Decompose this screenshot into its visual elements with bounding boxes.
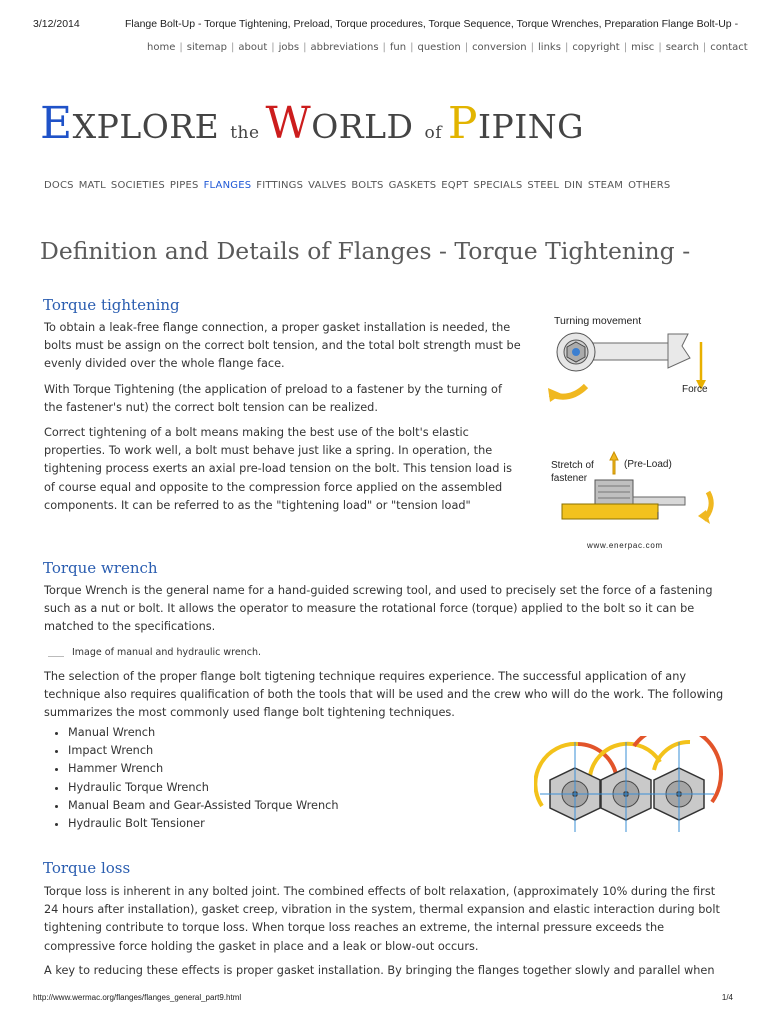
label-stretch: Stretch of	[551, 460, 594, 471]
top-nav-about[interactable]: about	[238, 42, 268, 53]
logo-cap-p: P	[447, 98, 479, 149]
top-navigation	[147, 42, 748, 53]
nav-separator: |	[623, 42, 628, 53]
category-bolts[interactable]: BOLTS	[351, 180, 384, 191]
top-nav-jobs[interactable]: jobs	[278, 42, 300, 53]
top-nav-search[interactable]: search	[665, 42, 699, 53]
heading-torque-wrench: Torque wrench	[43, 559, 158, 577]
label-preload: (Pre-Load)	[624, 459, 672, 470]
heading-torque-loss: Torque loss	[43, 859, 131, 877]
print-date: 3/12/2014	[33, 18, 80, 30]
figure-credit: www.enerpac.com	[587, 541, 663, 550]
category-gaskets[interactable]: GASKETS	[388, 180, 437, 191]
preload-arrow-icon	[610, 452, 618, 474]
category-steam[interactable]: STEAM	[587, 180, 624, 191]
nav-separator: |	[530, 42, 535, 53]
category-others[interactable]: OTHERS	[628, 180, 671, 191]
nav-separator: |	[271, 42, 275, 53]
label-fastener: fastener	[551, 473, 588, 484]
site-logo[interactable]	[40, 98, 584, 149]
nav-separator: |	[231, 42, 235, 53]
category-valves[interactable]: VALVES	[308, 180, 347, 191]
top-nav-conversion[interactable]: conversion	[472, 42, 527, 53]
logo-word-the: the	[230, 123, 266, 143]
paragraph-wrench-2: The selection of the proper flange bolt tigtening technique requires experience. The successful application of any technique also requires qualification of both the tools that will be used and the crew who will do the work. The following summarizes the most commonly used flange bolt tightening techniques.	[44, 670, 724, 720]
torque-tightening-figure	[540, 310, 720, 554]
nav-separator: |	[179, 42, 183, 53]
category-flanges[interactable]: FLANGES	[203, 180, 252, 191]
category-matl[interactable]: MATL	[78, 180, 106, 191]
broken-image-icon	[48, 656, 64, 657]
list-item: • Manual Wrench	[68, 724, 339, 742]
paragraph-loss-2: A key to reducing these effects is proper gasket installation. By bringing the flanges together slowly and parallel when	[44, 964, 715, 977]
top-nav-home[interactable]: home	[147, 42, 176, 53]
logo-word-piping: IPING	[478, 107, 585, 146]
category-pipes[interactable]: PIPES	[169, 180, 199, 191]
paragraph-wrench-1: Torque Wrench is the general name for a hand-guided screwing tool, and used to precisely set the force of a fastening such as a nut or bolt. It allows the operator to measure the rotational force (torque) applied to the bolt so it can be matched to the specifications.	[44, 584, 713, 634]
nav-separator: |	[702, 42, 707, 53]
nav-separator: |	[410, 42, 414, 53]
category-din[interactable]: DIN	[564, 180, 583, 191]
list-item: • Impact Wrench	[68, 742, 339, 760]
heading-torque-tightening: Torque tightening	[43, 296, 180, 314]
paragraph-loss-1: Torque loss is inherent in any bolted joint. The combined effects of bolt relaxation, (approximately 10% during the first 24 hours after installation), gasket creep, vibration in the system, thermal expansion and elastic interaction during bolt tightening contribute to torque loss. When torque loss reaches an extreme, the internal pressure exceeds the compressive force holding the gasket in place and a leak or blow-out occurs.	[44, 885, 720, 953]
logo-word-world: ORLD	[311, 107, 425, 146]
top-nav-misc[interactable]: misc	[631, 42, 655, 53]
logo-word-explore: XPLORE	[72, 107, 231, 146]
logo-cap-e: E	[40, 98, 73, 149]
category-navigation	[44, 180, 675, 191]
logo-cap-w: W	[265, 98, 312, 149]
image-caption-wrench: Image of manual and hydraulic wrench.	[72, 647, 261, 658]
category-docs[interactable]: DOCS	[44, 180, 74, 191]
logo-word-of: of	[424, 123, 448, 143]
wrench-icon	[557, 333, 690, 371]
category-fittings[interactable]: FITTINGS	[256, 180, 304, 191]
label-force: Force	[682, 384, 708, 395]
category-steel[interactable]: STEEL	[527, 180, 560, 191]
page-number: 1/4	[721, 993, 733, 1002]
nav-separator: |	[464, 42, 469, 53]
nut-sequence-figure	[534, 736, 724, 836]
top-nav-question[interactable]: question	[417, 42, 461, 53]
techniques-list	[48, 724, 339, 833]
top-nav-sitemap[interactable]: sitemap	[186, 42, 228, 53]
top-nav-fun[interactable]: fun	[389, 42, 407, 53]
label-turning-movement: Turning movement	[554, 315, 642, 327]
top-nav-abbreviations[interactable]: abbreviations	[310, 42, 379, 53]
paragraph-tightening-2: With Torque Tightening (the application of preload to a fastener by the turning of the fastener's nut) the correct bolt tension can be realized.	[44, 383, 502, 415]
category-specials[interactable]: SPECIALS	[473, 180, 523, 191]
paragraph-tightening-1: To obtain a leak-free flange connection, a proper gasket installation is needed, the bolts must be assign on the correct bolt tension, and the total bolt strength must be evenly divided over the whole flange face.	[44, 321, 521, 371]
list-item: • Hammer Wrench	[68, 760, 339, 778]
nav-separator: |	[658, 42, 662, 53]
paragraph-tightening-3: Correct tightening of a bolt means making the best use of the bolt's elastic properties. To work well, a bolt must behave just like a spring. In operation, the tightening process exerts an axial pre-load tension on the bolt. This tension load is of course equal and opposite to the compression force applied on the assembled components. It can be referred to as the "tightening load" or "tension load"	[44, 426, 513, 512]
category-eqpt[interactable]: EQPT	[441, 180, 469, 191]
nav-separator: |	[382, 42, 386, 53]
nav-separator: |	[564, 42, 569, 53]
list-item: • Hydraulic Bolt Tensioner	[68, 815, 339, 833]
top-nav-contact[interactable]: contact	[710, 42, 748, 53]
bolt-assembly-icon	[562, 480, 685, 519]
nav-separator: |	[303, 42, 307, 53]
print-page-title: Flange Bolt-Up - Torque Tightening, Preload, Torque procedures, Torque Sequence, Torque Wrenches, Preparation Flange Bolt-Up -	[125, 18, 739, 30]
page-url: http://www.wermac.org/flanges/flanges_general_part9.html	[33, 993, 242, 1002]
list-item: • Hydraulic Torque Wrench	[68, 779, 339, 797]
list-item: • Manual Beam and Gear-Assisted Torque Wrench	[68, 797, 339, 815]
page-title: Definition and Details of Flanges - Torque Tightening -	[40, 237, 691, 265]
top-nav-copyright[interactable]: copyright	[572, 42, 620, 53]
top-nav-links[interactable]: links	[538, 42, 561, 53]
category-societies[interactable]: SOCIETIES	[110, 180, 165, 191]
